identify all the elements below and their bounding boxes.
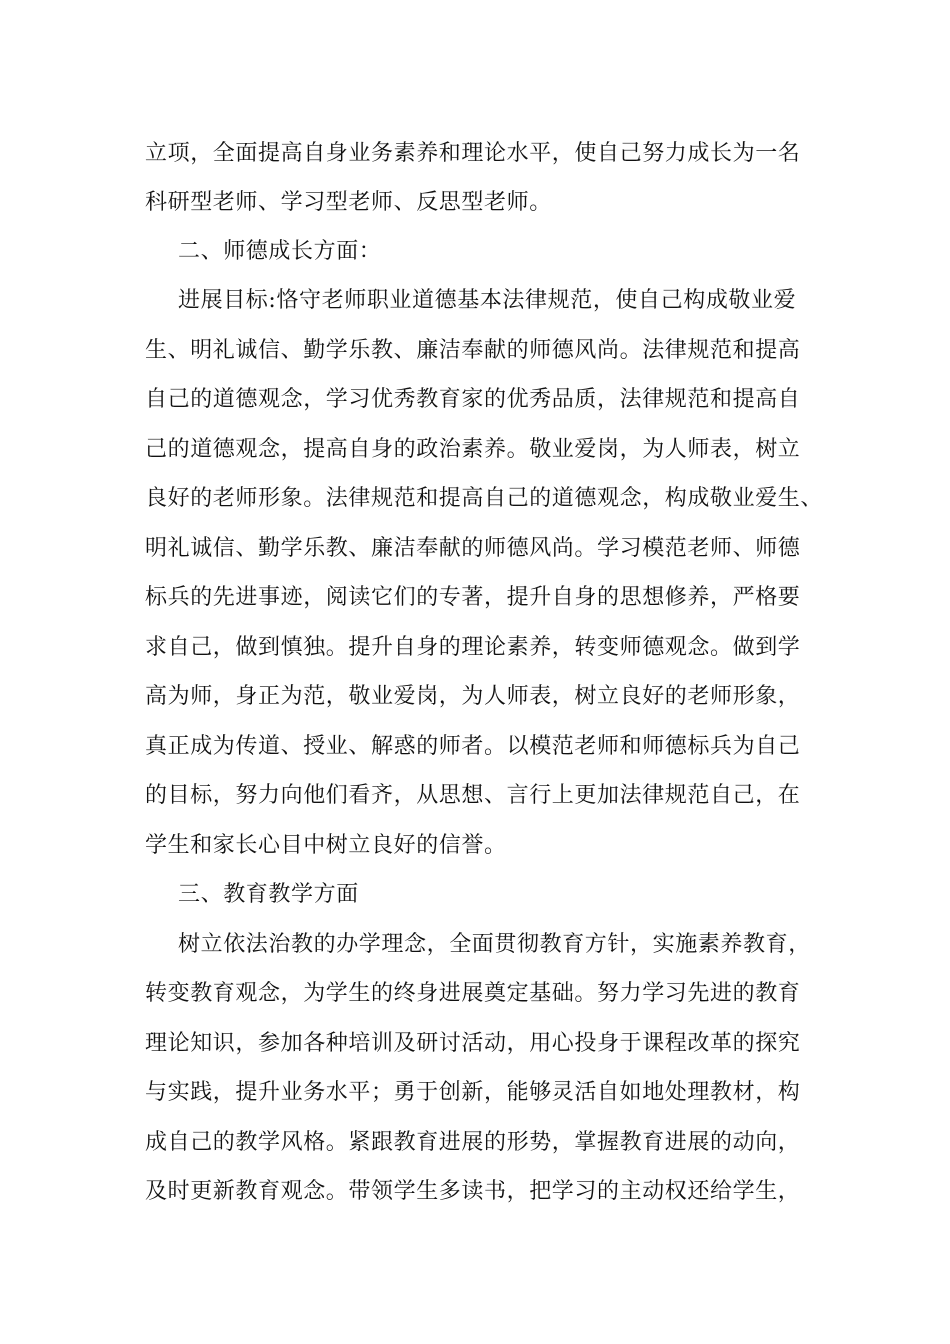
text-line: 科研型老师、学习型老师、反思型老师。 — [145, 190, 552, 215]
text-line: 与实践，提升业务水平；勇于创新，能够灵活自如地处理教材，构 — [145, 1080, 801, 1105]
text-line: 自己的道德观念，学习优秀教育家的优秀品质，法律规范和提高自 — [145, 387, 801, 412]
text-line: 高为师，身正为范，敬业爱岗，为人师表，树立良好的老师形象， — [145, 684, 801, 709]
text-line: 进展目标:恪守老师职业道德基本法律规范，使自己构成敬业爱 — [178, 288, 797, 313]
text-line: 及时更新教育观念。带领学生多读书，把学习的主动权还给学生， — [145, 1179, 801, 1204]
text-line: 真正成为传道、授业、解惑的师者。以模范老师和师德标兵为自己 — [145, 734, 801, 759]
text-line: 求自己，做到慎独。提升自身的理论素养，转变师德观念。做到学 — [145, 635, 801, 660]
text-line: 良好的老师形象。法律规范和提高自己的道德观念，构成敬业爱生、 — [145, 486, 824, 511]
text-line: 生、明礼诚信、勤学乐教、廉洁奉献的师德风尚。法律规范和提高 — [145, 338, 801, 363]
text-line: 明礼诚信、勤学乐教、廉洁奉献的师德风尚。学习模范老师、师德 — [145, 536, 801, 561]
text-line: 理论知识，参加各种培训及研讨活动，用心投身于课程改革的探究 — [145, 1031, 801, 1056]
text-line: 转变教育观念，为学生的终身进展奠定基础。努力学习先进的教育 — [145, 981, 801, 1006]
text-line: 立项，全面提高自身业务素养和理论水平，使自己努力成长为一名 — [145, 141, 801, 166]
text-line: 的目标，努力向他们看齐，从思想、言行上更加法律规范自己，在 — [145, 783, 801, 808]
text-line: 标兵的先进事迹，阅读它们的专著，提升自身的思想修养，严格要 — [145, 585, 801, 610]
text-line: 学生和家长心目中树立良好的信誉。 — [145, 833, 507, 858]
section-heading: 二、师德成长方面： — [178, 239, 382, 264]
section-heading: 三、教育教学方面 — [178, 882, 359, 907]
text-line: 成自己的教学风格。紧跟教育进展的形势，掌握教育进展的动向， — [145, 1130, 801, 1155]
text-line: 己的道德观念，提高自身的政治素养。敬业爱岗，为人师表，树立 — [145, 437, 801, 462]
text-line: 树立依法治教的办学理念，全面贯彻教育方针，实施素养教育， — [178, 932, 811, 957]
